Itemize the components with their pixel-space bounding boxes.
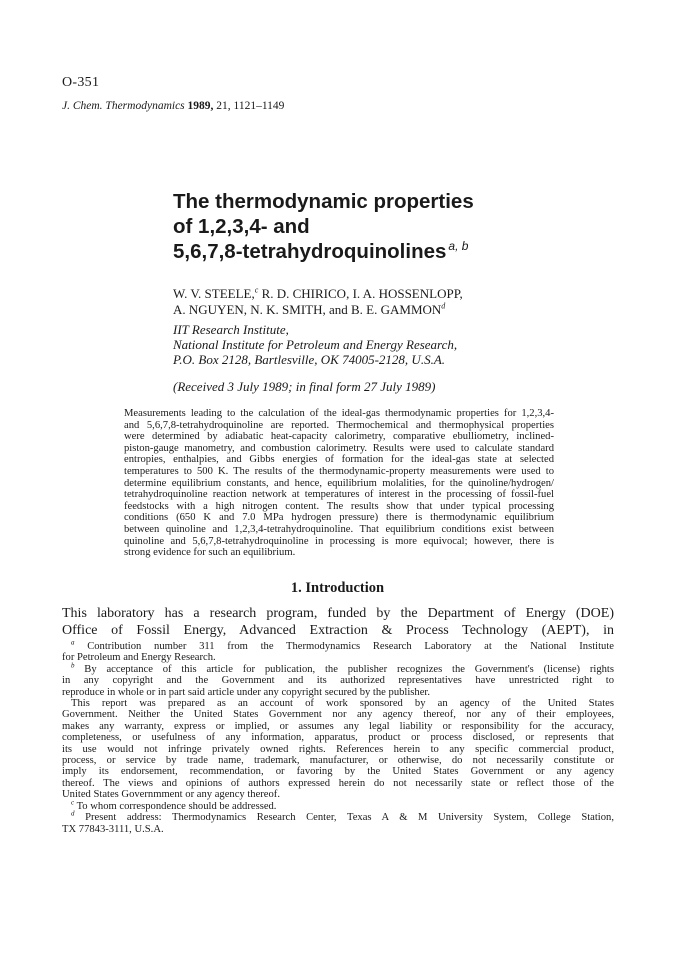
journal-name: J. Chem. Thermodynamics: [62, 100, 185, 112]
author-mark-c: c: [254, 285, 259, 295]
footnote-a-line-2: for Petroleum and Energy Research.: [62, 652, 216, 664]
author-line-1: [173, 286, 613, 302]
body-line: This laboratory has a research program, funded by the Department of Energy (DOE): [62, 606, 614, 621]
report-disclaimer-line: its use would not infringe privately owned rights. References herein to any specific commercial product,: [62, 743, 614, 755]
author-mark-d: d: [441, 301, 446, 311]
report-disclaimer-line: thereof. The views and opinions of authors expressed herein do not necessarily state or reflect those of the: [62, 777, 614, 789]
footnote-mark-a: a: [71, 638, 75, 647]
footnote-c-line: To whom correspondence should be addressed.: [74, 800, 277, 812]
abstract-line: feedstocks with a high nitrogen content. The results show that under typical processing: [124, 500, 554, 512]
received-date: (Received 3 July 1989; in final form 27 July 1989): [173, 379, 436, 394]
author-list: [173, 286, 613, 318]
title-line-1: The thermodynamic properties: [173, 190, 474, 213]
journal-year: 1989,: [187, 100, 214, 112]
body-line: Office of Fossil Energy, Advanced Extraction & Process Technology (AEPT), in: [62, 623, 614, 638]
abstract-line: piston-gauge manometry, and combustion calorimetry. Results were used to calculate standard: [124, 442, 554, 454]
title-line-3: [173, 239, 613, 264]
report-disclaimer-line: imply its endorsement, recommendation, or favoring by the United States Government or any agency: [62, 766, 614, 778]
footnote-mark-d: d: [71, 809, 75, 818]
introduction-text: [62, 605, 614, 639]
abstract-line: entropies, enthalpies, and Gibbs energies of formation for the ideal-gas state at selected: [124, 454, 554, 466]
abstract-line: determine equilibrium constants, and hence, equilibrium molalities, for the quinoline/hydrogen/: [124, 477, 554, 489]
footnote-b-line-3: reproduce in whole or in part said article under any copyright secured by the publisher.: [62, 686, 431, 698]
footnote-d-line-1: Present address: Thermodynamics Research Center, Texas A & M University System, College Station,: [74, 812, 614, 824]
abstract-line: and 5,6,7,8-tetrahydroquinoline are reported. Thermochemical and thermophysical properties: [124, 419, 554, 431]
footnote-b-line-2: in any copyright and the Government and its authorized representatives have unrestricted right to: [62, 675, 614, 687]
author-line-2-text: A. NGUYEN, N. K. SMITH, and B. E. GAMMON: [173, 302, 442, 317]
document-id: O-351: [62, 75, 100, 90]
report-disclaimer-line: This report was prepared as an account of work sponsored by an agency of the United States: [71, 698, 614, 710]
abstract-line: were determined by adiabatic heat-capacity calorimetry, comparative ebulliometry, inclined-: [124, 431, 554, 443]
author-line-2: [173, 302, 613, 318]
footnotes: [62, 638, 614, 835]
abstract: [124, 408, 554, 559]
author-line-1-end: R. D. CHIRICO, I. A. HOSSENLOPP,: [258, 286, 463, 301]
abstract-line: Measurements leading to the calculation of the ideal-gas thermodynamic properties for 1,2,3,4-: [124, 408, 554, 419]
affiliation-line-2: National Institute for Petroleum and Energy Research,: [173, 337, 458, 352]
abstract-line: tetrahydroquinoline reaction network at temperatures of interest in the processing of fossil-fuel: [124, 489, 554, 501]
journal-volume-pages: 21, 1121–1149: [213, 100, 285, 112]
abstract-line: between quinoline and 1,2,3,4-tetrahydroquinoline. That equilibrium conditions exist between: [124, 523, 554, 535]
footnote-d: [62, 809, 614, 824]
abstract-line: quinoline and 5,6,7,8-tetrahydroquinoline in processing is more equivocal; however, there is: [124, 535, 554, 547]
abstract-line: strong evidence for such an equilibrium.: [124, 547, 296, 559]
footnote-mark-b: b: [71, 661, 75, 670]
affiliation-line-1: IIT Research Institute,: [173, 322, 289, 337]
report-disclaimer-line: United States Governmment or any agency thereof.: [62, 789, 280, 801]
report-disclaimer-line: Government. Neither the United States Government nor any agency thereof, nor any of their employees,: [62, 709, 614, 721]
footnote-a: [62, 638, 614, 652]
footnote-a-line-1: Contribution number 311 from the Thermodynamics Research Laboratory at the National Institute: [74, 641, 614, 652]
report-disclaimer-line: makes any warranty, express or implied, or assumes any legal liability or responsibility for the accuracy,: [62, 720, 614, 732]
report-disclaimer-line: process, or service by trade name, trademark, manufacturer, or otherwise, do not necessarily constitute or: [62, 755, 614, 767]
footnote-d-line-2: TX 77843-3111, U.S.A.: [62, 823, 164, 835]
footnote-b-line-1: By acceptance of this article for publication, the publisher recognizes the Government's (license) rights: [74, 663, 614, 675]
abstract-line: temperatures to 500 K. The results of the thermodynamic-property measurements were used to: [124, 465, 554, 477]
title-line-2: of 1,2,3,4- and: [173, 215, 310, 238]
report-disclaimer-line: completeness, or usefulness of any information, apparatus, product or process disclosed, or represents that: [62, 732, 614, 744]
paper-title: [173, 189, 613, 264]
affiliation: [173, 322, 613, 367]
title-footnote-marks: a, b: [448, 239, 469, 254]
journal-citation: [62, 100, 284, 112]
affiliation-line-3: P.O. Box 2128, Bartlesville, OK 74005-2128, U.S.A.: [173, 352, 446, 367]
abstract-line: conditions (650 K and 7.0 MPa hydrogen pressure) there is thermodynamic equilibrium: [124, 512, 554, 524]
section-heading: 1. Introduction: [290, 580, 385, 596]
footnote-mark-c: c: [71, 798, 75, 807]
footnote-c: [62, 798, 614, 812]
title-line-3-text: 5,6,7,8-tetrahydroquinolines: [173, 240, 447, 263]
footnote-b: [62, 661, 614, 675]
author-line-1-start: W. V. STEELE,: [173, 286, 255, 301]
